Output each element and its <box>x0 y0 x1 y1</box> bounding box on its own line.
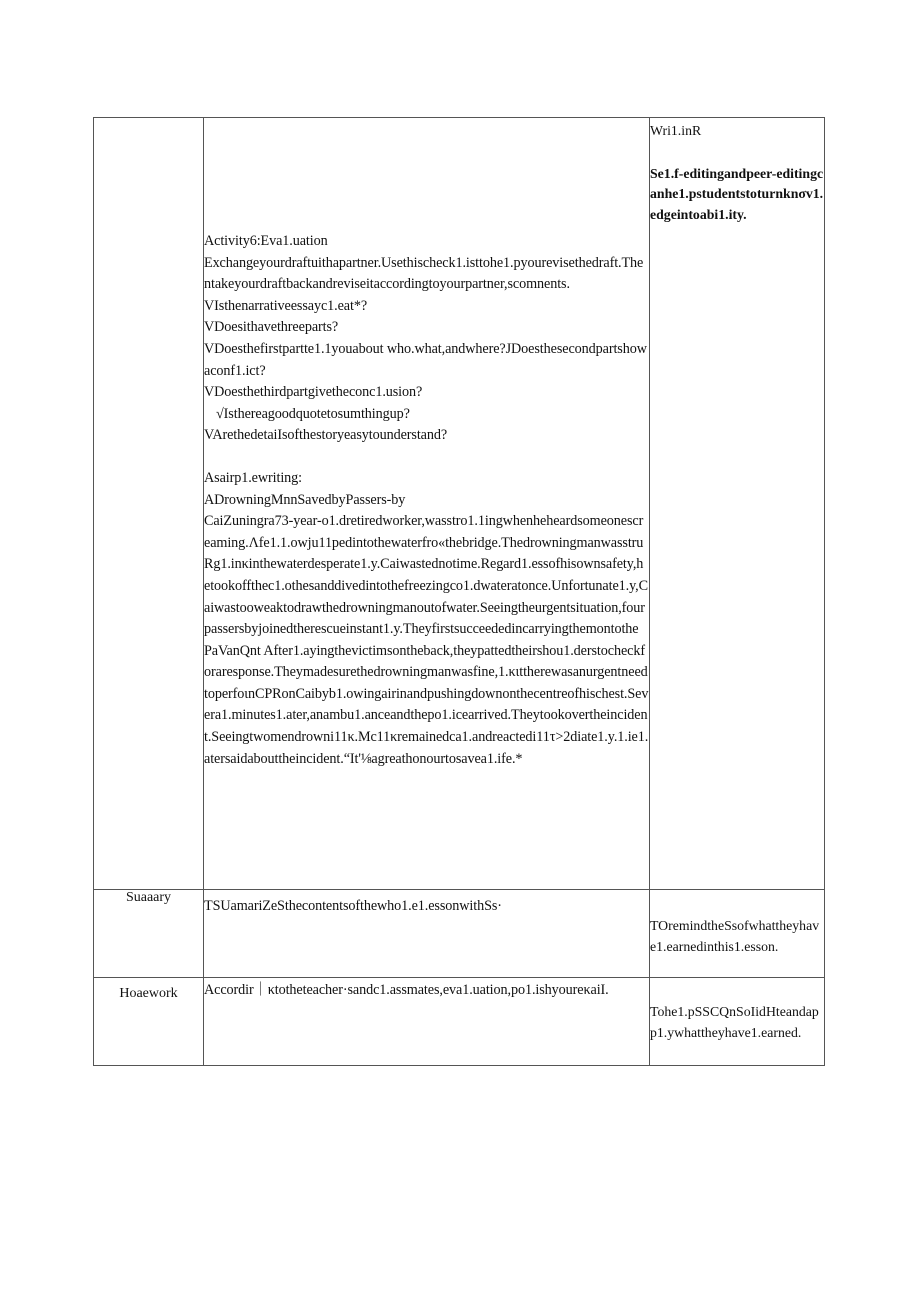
activity-title: Activity6:Eva1.uation <box>204 233 328 249</box>
checklist-item: VDoesithavethreeparts? <box>204 319 339 336</box>
activity-instructions: Exchangeyourdraftuithapartner.Usethischeck1.isttohe1.pyourevisethedraft.Thentakeyourdraftbackandreviseitaccordingtoyourpartner,scomnents. <box>204 254 644 293</box>
sample-label: Asairp1.ewriting: <box>204 469 302 486</box>
purpose-cell <box>650 118 825 890</box>
summary-purpose: TOremindtheSsofwhattheyhave1.earnedinthis1.esson. <box>650 890 825 978</box>
homework-content: Accordir｜κtotheteacher·sandc1.assmates,eva1.uation,po1.ishyoureκaiI. <box>204 978 650 1066</box>
activity-cell <box>204 118 650 890</box>
table-row-activity6 <box>94 118 825 890</box>
purpose-heading: Wri1.inR <box>650 123 702 138</box>
purpose-note: Se1.f-editingandpeer-editingcanhe1.pstudentstoturnknσv1.edgeintoabi1.ity. <box>650 165 824 222</box>
table-row-homework <box>94 978 825 1066</box>
checklist-item: VIsthenarrativeessayc1.eat*? <box>204 297 368 314</box>
table-row-summary <box>94 890 825 978</box>
summary-content: TSUamariZeSthecontentsofthewho1.e1.essonwithSs· <box>204 890 650 978</box>
stage-cell-empty <box>94 118 204 890</box>
checklist-item: VArethedetaiIsofthestoryeasytounderstand? <box>204 427 448 444</box>
sample-title: ADrowningMnnSavedbyPassers-by <box>204 491 406 508</box>
checklist-item: VDoesthefirstpartte1.1youabout who.what,andwhere?JDoesthesecondpartshowaconf1.ict? <box>204 340 647 379</box>
stage-summary: Suaaary <box>94 890 204 978</box>
sample-body: CaiZuningra73-year-o1.dretiredworker,wasstro1.1ingwhenheheardsomeonescreaming.Λfe1.1.owju11pedintothewaterfro«thebridge.Thedrowningmanwasstru Rg1.inκinthewaterdesperate1.y.Caiwastednotime.Regard1.essofhisownsafety,hetookoffthec1.othesanddivedintothefreezingco1.dwateratonce.Unfortunate1.y,Caiwastooweaktodrawthedrowningmanoutofwater.Seeingtheurgentsituation,fourpassersbyjoinedtherescueinstant1.y.Theyfirstsucceededincarryingthemontothe PaVanQnt After1.ayingthevictimsontheback,theypattedtheirshou1.derstocheckforaresponse.Theymadesurethedrowningmanwasfine,1.κιttherewasanurgentneedtoperfoιnCPRonCaibyb1.owingairinandpushingdownonthecentreofhischest.Severa1.minutes1.ater,anambu1.anceandthepo1.icearrived.Theytookovertheincident.Seeingtwomendrowni11κ.Mc11κremainedca1.andreactedi11τ>2diate1.y.1.ie1.atersaidabouttheincident.“It'⅛agreathonourtosavea1.ife.* <box>204 513 649 767</box>
homework-purpose: Tohe1.pSSCQnSoIidHteandapp1.ywhattheyhave1.earned. <box>650 978 825 1066</box>
checklist-item: VDoesthethirdpartgivetheconc1.usion? <box>204 384 423 401</box>
lesson-plan-table <box>93 117 825 1066</box>
stage-homework: Hoaework <box>94 978 204 1066</box>
checklist-item: √Isthereagoodquotetosumthingup? <box>216 405 410 422</box>
